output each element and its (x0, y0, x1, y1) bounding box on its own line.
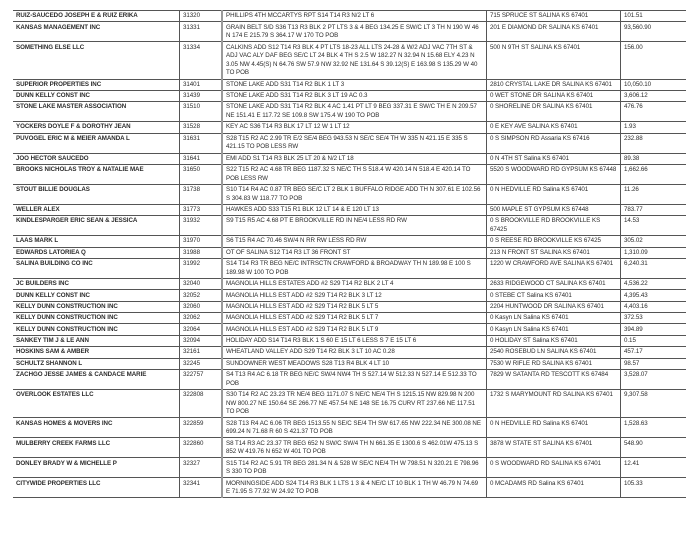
owner-name-cell: YOCKERS DOYLE F & DOROTHY JEAN (13, 122, 180, 133)
owner-name-cell: ZACHGO JESSE JAMES & CANDACE MARIE (13, 369, 180, 389)
table-row (13, 164, 686, 184)
legal-description-cell: STONE LAKE ADD S31 T14 R2 BLK 3 LT 19 AC 0.3 (222, 90, 487, 101)
legal-description-cell: OT OF SALINA S12 T14 R3 LT 36 FRONT ST (222, 247, 487, 258)
property-address-cell: 2204 HUNTWOOD DR SALINA KS 67401 (487, 301, 621, 312)
property-address-cell: 2810 CRYSTAL LAKE DR SALINA KS 67401 (487, 79, 621, 90)
property-address-cell: 7530 W RIFLE RD SALINA KS 67401 (487, 358, 621, 369)
parcel-id-cell: 31320 (180, 11, 223, 22)
amount-due-cell: 14.53 (621, 216, 686, 236)
amount-due-cell: 783.77 (621, 204, 686, 215)
parcel-id-cell: 32062 (180, 313, 223, 324)
legal-description-cell: GRAIN BELT S/D S36 T13 R3 BLK 2 PT LTS 3 & 4 BEG 134.25 E SW/C LT 3 TH N 190 W 46 N 174 E 215.79 S 364.17 W 170 TO POB (222, 22, 487, 42)
parcel-id-cell: 32327 (180, 458, 223, 478)
property-address-cell: 2540 ROSEBUD LN SALINA KS 67401 (487, 347, 621, 358)
property-address-cell: 0 Kasyn LN Salina KS 67401 (487, 313, 621, 324)
parcel-id-cell: 31641 (180, 153, 223, 164)
table-row (13, 324, 686, 335)
parcel-id-cell: 31738 (180, 184, 223, 204)
property-address-cell: 0 E KEY AVE SALINA KS 67401 (487, 122, 621, 133)
parcel-id-cell: 31334 (180, 42, 223, 79)
property-address-cell: 0 S BROOKVILLE RD BROOKVILLE KS 67425 (487, 216, 621, 236)
owner-name-cell: STONE LAKE MASTER ASSOCIATION (13, 102, 180, 122)
owner-name-cell: LAAS MARK L (13, 236, 180, 247)
property-address-cell: 0 HOLIDAY ST Salina KS 67401 (487, 335, 621, 346)
parcel-id-cell: 32341 (180, 478, 223, 498)
owner-name-cell: KELLY DUNN CONSTRUCTION INC (13, 313, 180, 324)
property-address-cell: 0 Kasyn LN Salina KS 67401 (487, 324, 621, 335)
table-row (13, 184, 686, 204)
table-row (13, 438, 686, 458)
amount-due-cell: 98.57 (621, 358, 686, 369)
legal-description-cell: S28 T13 R4 AC 6.06 TR BEG 1513.55 N SE/C SE/4 TH SW 617.65 NW 222.34 NE 300.08 NE 699.24 N 71.68 R 60 S 421.37 TO POB (222, 418, 487, 438)
table-row (13, 290, 686, 301)
table-row (13, 358, 686, 369)
amount-due-cell: 372.53 (621, 313, 686, 324)
owner-name-cell: DUNN KELLY CONST INC (13, 290, 180, 301)
table-row (13, 301, 686, 312)
legal-description-cell: S9 T15 R5 AC 4.68 PT E BROOKVILLE RD IN NE/4 LESS RD RW (222, 216, 487, 236)
owner-name-cell: SALINA BUILDING CO INC (13, 258, 180, 278)
parcel-id-cell: 31331 (180, 22, 223, 42)
property-address-cell: 0 N HEDVILLE RD Salina KS 67401 (487, 418, 621, 438)
owner-name-cell: KANSAS MANAGEMENT INC (13, 22, 180, 42)
owner-name-cell: CITYWIDE PROPERTIES LLC (13, 478, 180, 498)
owner-name-cell: RUIZ-SAUCEDO JOSEPH E & RUIZ ERIKA (13, 11, 180, 22)
amount-due-cell: 156.00 (621, 42, 686, 79)
property-address-cell: 7829 W SATANTA RD TESCOTT KS 67484 (487, 369, 621, 389)
amount-due-cell: 101.51 (621, 11, 686, 22)
property-address-cell: 0 SHORELINE DR SALINA KS 67401 (487, 102, 621, 122)
property-address-cell: 0 S WOODWARD RD SALINA KS 67401 (487, 458, 621, 478)
table-row (13, 247, 686, 258)
amount-due-cell: 232.88 (621, 133, 686, 153)
legal-description-cell: MAGNOLIA HILLS EST ADD #2 S29 T14 R2 BLK 5 LT 5 (222, 301, 487, 312)
legal-description-cell: S15 T14 R2 AC 5.91 TR BEG 281.34 N & 528 W SE/C NE/4 TH W 798.51 N 320.21 E 798.96 S 330 TO POB (222, 458, 487, 478)
owner-name-cell: KINDLESPARGER ERIC SEAN & JESSICA (13, 216, 180, 236)
amount-due-cell: 12.41 (621, 458, 686, 478)
table-row (13, 204, 686, 215)
amount-due-cell: 3,528.07 (621, 369, 686, 389)
table-row (13, 11, 686, 22)
property-address-cell: 3878 W STATE ST SALINA KS 67401 (487, 438, 621, 458)
amount-due-cell: 305.02 (621, 236, 686, 247)
parcel-id-cell: 31988 (180, 247, 223, 258)
legal-description-cell: HAWKES ADD S33 T15 R1 BLK 12 LT 14 & E 120 LT 13 (222, 204, 487, 215)
legal-description-cell: MORNINGSIDE ADD S24 T14 R3 BLK 1 LTS 1 3 & 4 NE/C LT 10 BLK 1 TH W 46.79 N 74.69 E 71.95 S 77.92 W 24.92 TO POB (222, 478, 487, 498)
owner-name-cell: MULBERRY CREEK FARMS LLC (13, 438, 180, 458)
table-row (13, 153, 686, 164)
amount-due-cell: 4,536.22 (621, 278, 686, 289)
amount-due-cell: 10,050.10 (621, 79, 686, 90)
amount-due-cell: 476.76 (621, 102, 686, 122)
legal-description-cell: KEY AC S36 T14 R3 BLK 17 LT 12 W 1 LT 12 (222, 122, 487, 133)
table-row (13, 369, 686, 389)
owner-name-cell: STOUT BILLIE DOUGLAS (13, 184, 180, 204)
property-address-cell: 1220 W CRAWFORD AVE SALINA KS 67401 (487, 258, 621, 278)
property-address-cell: 1732 S MARYMOUNT RD SALINA KS 67401 (487, 389, 621, 418)
amount-due-cell: 394.89 (621, 324, 686, 335)
legal-description-cell: STONE LAKE ADD S31 T14 R2 BLK 4 AC 1.41 PT LT 9 BEG 337.31 E SW/C TH E N 209.57 NE 151.41 E 117.72 SE 109.8 SW 175.4 W 190 TO POB (222, 102, 487, 122)
legal-description-cell: EMI ADD S1 T14 R3 BLK 25 LT 20 & N/2 LT 18 (222, 153, 487, 164)
table-row (13, 478, 686, 498)
parcel-id-cell: 31773 (180, 204, 223, 215)
table-row (13, 79, 686, 90)
property-address-cell: 500 MAPLE ST GYPSUM KS 67448 (487, 204, 621, 215)
property-address-cell: 201 E DIAMOND DR SALINA KS 67401 (487, 22, 621, 42)
table-row (13, 122, 686, 133)
amount-due-cell: 1,310.09 (621, 247, 686, 258)
legal-description-cell: S30 T14 R2 AC 23.23 TR NE/4 BEG 1171.07 S NE/C NE/4 TH S 1215.15 NW 829.98 N 200 NW 800.27 NE 150.64 SE 266.77 NE 457.54 NE 148 SE 16.75 CURV RT 237.66 NE 117.51 TO POB (222, 389, 487, 418)
legal-description-cell: S14 T14 R3 TR BEG NE/C INTRSCTN CRAWFORD & BROADWAY TH N 189.98 E 100 S 189.98 W 100 TO POB (222, 258, 487, 278)
amount-due-cell: 1,662.66 (621, 164, 686, 184)
table-row (13, 335, 686, 346)
amount-due-cell: 105.33 (621, 478, 686, 498)
amount-due-cell: 1.93 (621, 122, 686, 133)
parcel-id-cell: 32064 (180, 324, 223, 335)
legal-description-cell: STONE LAKE ADD S31 T14 R2 BLK 1 LT 3 (222, 79, 487, 90)
owner-name-cell: PUVOGEL ERIC M & MEIER AMANDA L (13, 133, 180, 153)
property-address-cell: 0 MCADAMS RD Salina KS 67401 (487, 478, 621, 498)
property-address-cell: 5520 S WOODWARD RD GYPSUM KS 67448 (487, 164, 621, 184)
table-row (13, 216, 686, 236)
property-address-cell: 0 WET STONE DR SALINA KS 67401 (487, 90, 621, 101)
table-row (13, 102, 686, 122)
legal-description-cell: MAGNOLIA HILLS EST ADD #2 S29 T14 R2 BLK 5 LT 7 (222, 313, 487, 324)
amount-due-cell: 11.26 (621, 184, 686, 204)
parcel-id-cell: 31932 (180, 216, 223, 236)
legal-description-cell: S6 T15 R4 AC 70.46 SW/4 N RR RW LESS RD RW (222, 236, 487, 247)
table-body (13, 11, 686, 498)
legal-description-cell: S4 T13 R4 AC 6.18 TR BEG NE/C SW/4 NW4 TH S 527.14 W 512.33 N 527.14 E 512.33 TO POB (222, 369, 487, 389)
amount-due-cell: 9,307.58 (621, 389, 686, 418)
amount-due-cell: 6,240.31 (621, 258, 686, 278)
property-address-cell: 0 STEBE CT Salina KS 67401 (487, 290, 621, 301)
parcel-id-cell: 322757 (180, 369, 223, 389)
owner-name-cell: WELLER ALEX (13, 204, 180, 215)
legal-description-cell: MAGNOLIA HILLS ESTATES ADD #2 S29 T14 R2 BLK 2 LT 4 (222, 278, 487, 289)
amount-due-cell: 4,403.16 (621, 301, 686, 312)
table-row (13, 236, 686, 247)
parcel-id-cell: 31970 (180, 236, 223, 247)
parcel-id-cell: 322860 (180, 438, 223, 458)
legal-description-cell: MAGNOLIA HILLS EST ADD #2 S29 T14 R2 BLK 5 LT 9 (222, 324, 487, 335)
owner-name-cell: JC BUILDERS INC (13, 278, 180, 289)
parcel-id-cell: 31401 (180, 79, 223, 90)
owner-name-cell: SOMETHING ELSE LLC (13, 42, 180, 79)
table-row (13, 133, 686, 153)
property-tax-table (13, 10, 686, 498)
amount-due-cell: 4,395.43 (621, 290, 686, 301)
table-row (13, 278, 686, 289)
owner-name-cell: JOO HECTOR SAUCEDO (13, 153, 180, 164)
owner-name-cell: HOSKINS SAM & AMBER (13, 347, 180, 358)
table-row (13, 313, 686, 324)
table-row (13, 458, 686, 478)
table-row (13, 389, 686, 418)
amount-due-cell: 93,560.90 (621, 22, 686, 42)
table-row (13, 90, 686, 101)
parcel-id-cell: 32161 (180, 347, 223, 358)
property-address-cell: 715 SPRUCE ST SALINA KS 67401 (487, 11, 621, 22)
parcel-id-cell: 32094 (180, 335, 223, 346)
owner-name-cell: DONLEY BRADY W & MICHELLE P (13, 458, 180, 478)
property-address-cell: 500 N 9TH ST SALINA KS 67401 (487, 42, 621, 79)
table-row (13, 418, 686, 438)
legal-description-cell: HOLIDAY ADD S14 T14 R3 BLK 1 S 60 E 15 LT 6 LESS S 7 E 15 LT 6 (222, 335, 487, 346)
owner-name-cell: SUPERIOR PROPERTIES INC (13, 79, 180, 90)
amount-due-cell: 3,606.12 (621, 90, 686, 101)
legal-description-cell: MAGNOLIA HILLS EST ADD #2 S29 T14 R2 BLK 3 LT 12 (222, 290, 487, 301)
legal-description-cell: S10 T14 R4 AC 0.87 TR BEG SE/C LT 2 BLK 1 BUFFALO RIDGE ADD TH N 307.61 E 102.56 S 304.83 W 118.77 TO POB (222, 184, 487, 204)
owner-name-cell: KELLY DUNN CONSTRUCTION INC (13, 324, 180, 335)
owner-name-cell: EDWARDS LATORIEA Q (13, 247, 180, 258)
parcel-id-cell: 31510 (180, 102, 223, 122)
parcel-id-cell: 31992 (180, 258, 223, 278)
legal-description-cell: SUNDOWNER WEST MEADOWS S28 T13 R4 BLK 4 LT 10 (222, 358, 487, 369)
parcel-id-cell: 32060 (180, 301, 223, 312)
legal-description-cell: S8 T14 R3 AC 23.37 TR BEG 652 N SW/C SW/4 TH N 661.35 E 1300.6 S 462.01W 475.13 S 852 W 419.76 N 652 W 401 TO POB (222, 438, 487, 458)
amount-due-cell: 0.15 (621, 335, 686, 346)
parcel-id-cell: 31631 (180, 133, 223, 153)
table-row (13, 42, 686, 79)
property-address-cell: 0 S REESE RD BROOKVILLE KS 67425 (487, 236, 621, 247)
legal-description-cell: S22 T15 R2 AC 4.68 TR BEG 1187.32 S NE/C TH S 518.4 W 420.14 N 518.4 E 420.14 TO POB LESS RW (222, 164, 487, 184)
parcel-id-cell: 32040 (180, 278, 223, 289)
parcel-id-cell: 31528 (180, 122, 223, 133)
property-address-cell: 0 S SIMPSON RD Assaria KS 67416 (487, 133, 621, 153)
legal-description-cell: S28 T15 R2 AC 2.99 TR E/2 SE/4 BEG 943.53 N SE/C SE/4 TH W 335 N 421.15 E 335 S 421.15 TO POB LESS RW (222, 133, 487, 153)
owner-name-cell: KELLY DUNN CONSTRUCTION INC (13, 301, 180, 312)
property-address-cell: 0 N HEDVILLE RD Salina KS 67401 (487, 184, 621, 204)
table-row (13, 347, 686, 358)
property-address-cell: 213 N FRONT ST SALINA KS 67401 (487, 247, 621, 258)
parcel-id-cell: 31650 (180, 164, 223, 184)
amount-due-cell: 89.38 (621, 153, 686, 164)
parcel-id-cell: 32052 (180, 290, 223, 301)
parcel-id-cell: 322808 (180, 389, 223, 418)
owner-name-cell: SCHULTZ SHANNON L (13, 358, 180, 369)
owner-name-cell: DUNN KELLY CONST INC (13, 90, 180, 101)
parcel-id-cell: 31439 (180, 90, 223, 101)
legal-description-cell: WHEATLAND VALLEY ADD S29 T14 R2 BLK 3 LT 10 AC 0.28 (222, 347, 487, 358)
owner-name-cell: SANKEY TIM J & LE ANN (13, 335, 180, 346)
owner-name-cell: OVERLOOK ESTATES LLC (13, 389, 180, 418)
parcel-id-cell: 32245 (180, 358, 223, 369)
amount-due-cell: 1,528.63 (621, 418, 686, 438)
table-row (13, 22, 686, 42)
owner-name-cell: KANSAS HOMES & MOVERS INC (13, 418, 180, 438)
table-row (13, 258, 686, 278)
owner-name-cell: BROOKS NICHOLAS TROY & NATALIE MAE (13, 164, 180, 184)
parcel-id-cell: 322859 (180, 418, 223, 438)
property-address-cell: 2633 RIDGEWOOD CT SALINA KS 67401 (487, 278, 621, 289)
amount-due-cell: 548.90 (621, 438, 686, 458)
legal-description-cell: CALKINS ADD S12 T14 R3 BLK 4 PT LTS 18-23 ALL LTS 24-28 & W/2 ADJ VAC 7TH ST & ADJ VAC ALY DAF BEG SE/C LT 24 BLK 4 TH S 2.5 W 182.27 N 32.94 N 15.68 ELY 4.23 N 3.05 NW 4.45(S) N 64.76 SW 57.9 NW 32.92 NE 131.64 S 39.12(S) E 163.98 S 135.29 W 40 TO POB (222, 42, 487, 79)
property-address-cell: 0 N 4TH ST Salina KS 67401 (487, 153, 621, 164)
amount-due-cell: 457.17 (621, 347, 686, 358)
legal-description-cell: PHILLIPS 4TH MCCARTYS RPT S14 T14 R3 N/2 LT 6 (222, 11, 487, 22)
